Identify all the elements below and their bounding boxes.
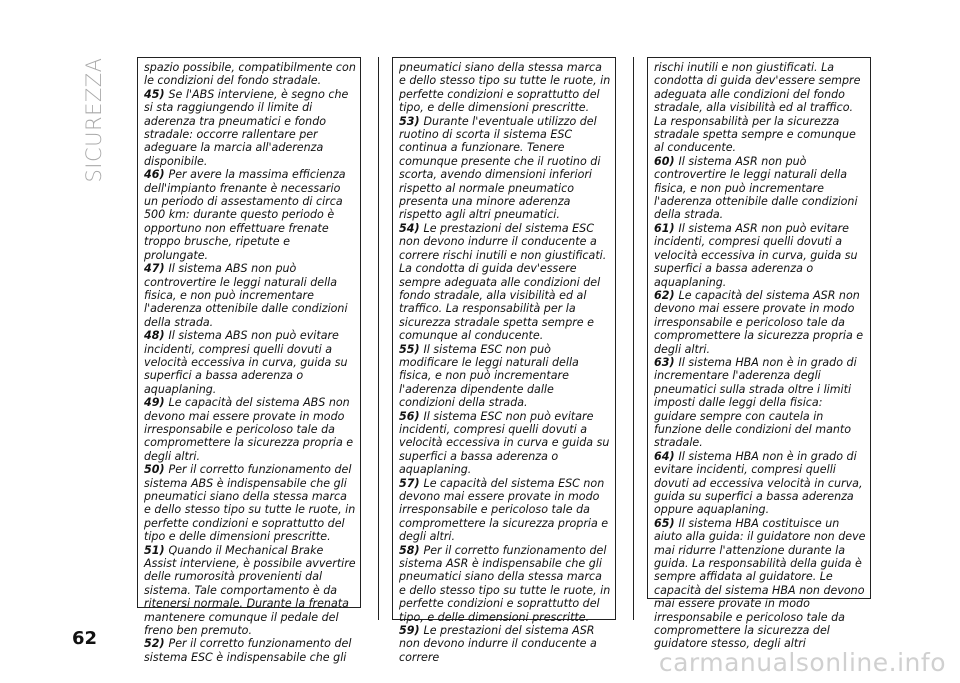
page-number: 62 <box>72 628 98 649</box>
warning-number: 56) <box>399 409 420 423</box>
warning-text: Le capacità del sistema ABS non devono mai essere provate in modo irresponsabile e pericoloso tale da compromettere la sicurezza propria e degli altri. <box>144 396 354 463</box>
warning-item <box>144 329 356 396</box>
warning-item <box>399 115 611 222</box>
continued-text: rischi inutili e non giustificati. La condotta di guida dev'essere sempre adeguata alle condizioni del fondo stradale, alla visibilità ed al traffico. La responsabilità per la sicurezza stradale spetta sempre e comunque al conducente. <box>654 61 861 155</box>
warning-item <box>144 88 356 168</box>
continued-text: spazio possibile, compatibilmente con le condizioni del fondo stradale. <box>144 61 356 88</box>
warning-text: Il sistema HBA non è in grado di evitare incidenti, compresi quelli dovuti ad eccessiva velocità in curva, guida su superfici a bassa aderenza oppure aquaplaning. <box>654 449 863 517</box>
watermark: carmanualsonline.info <box>658 648 946 677</box>
warning-text: Il sistema HBA non è in grado di incrementare l'aderenza degli pneumatici sulla strada oltre i limiti imposti dalle leggi della fisica: guidare sempre con cautela in funzione delle condizioni del manto stradale. <box>654 355 857 450</box>
warning-text: Durante l'eventuale utilizzo del ruotino di scorta il sistema ESC continua a funzionare. Tenere comunque presente che il ruotino di scorta, avendo dimensioni inferiori rispetto al normale pneumatico presenta una minore aderenza rispetto agli altri pneumatici. <box>399 114 601 222</box>
warning-text: Le capacità del sistema ASR non devono mai essere provate in modo irresponsabile e pericoloso tale da compromettere la sicurezza propria e degli altri. <box>654 288 864 356</box>
warning-item <box>399 222 611 343</box>
warning-number: 58) <box>399 543 420 557</box>
warning-text: Quando il Mechanical Brake Assist interviene, è possibile avvertire delle rumorosità provenienti dal sistema. Tale comportamento è da ritenersi normale. Durante la frenata mantenere comunque il pedale del freno ben premuto. <box>144 543 356 638</box>
warning-item <box>399 343 611 410</box>
warning-text: Il sistema ASR non può evitare incidenti, compresi quelli dovuti a velocità eccessiva in curva, guida su superfici a bassa aderenza o aquaplaning. <box>654 221 858 289</box>
warning-text: Il sistema ESC non può modificare le leggi naturali della fisica, e non può incrementare l'aderenza dipendente dalle condizioni della strada. <box>399 342 579 410</box>
warning-number: 52) <box>144 637 165 651</box>
warning-item <box>144 463 356 543</box>
warning-text: Il sistema ABS non può controvertire le leggi naturali della fisica, e non può incrementare l'aderenza ottenibile dalle condizioni della strada. <box>144 262 348 329</box>
warning-item <box>654 289 866 356</box>
column-divider <box>378 57 379 620</box>
warning-item <box>144 637 356 664</box>
warning-number: 61) <box>654 221 675 235</box>
warning-item <box>399 410 611 477</box>
warning-text: Il sistema ASR non può controvertire le leggi naturali della fisica, e non può incrementare l'aderenza ottenibile dalle condizioni della strada. <box>654 154 858 222</box>
warning-text: Per il corretto funzionamento del sistema ABS è indispensabile che gli pneumatici siano della stessa marca e dello stesso tipo su tutte le ruote, in perfette condizioni e soprattutto del tipo e delle dimensioni prescritte. <box>144 463 356 544</box>
warning-number: 57) <box>399 476 420 490</box>
column-divider <box>633 57 634 620</box>
warning-item <box>654 222 866 289</box>
warning-column-3 <box>647 57 871 651</box>
warning-number: 64) <box>654 449 675 463</box>
section-title-text: SICUREZZA <box>82 57 106 183</box>
warning-item <box>654 517 866 651</box>
warning-column-2 <box>392 57 616 664</box>
warning-text: Il sistema ESC non può evitare incidenti, compresi quelli dovuti a velocità eccessiva in curva e guida su superfici a bassa aderenza o aquaplaning. <box>399 409 610 477</box>
warning-item <box>399 544 611 624</box>
warning-item <box>144 168 356 262</box>
warning-item <box>399 624 611 664</box>
warning-item <box>144 262 356 329</box>
warning-text: Per il corretto funzionamento del sistema ESC è indispensabile che gli <box>144 637 352 664</box>
warning-text: Per avere la massima efficienza dell'impianto frenante è necessario un periodo di assestamento di circa 500 km: durante questo periodo è opportuno non effettuare frenate troppo brusche, ripetute e prolungate. <box>144 168 346 262</box>
warning-text: Il sistema HBA costituisce un aiuto alla guida: il guidatore non deve mai ridurre l'attenzione durante la guida. La responsabilità della guida è sempre affidata al guidatore. Le capacità del sistema HBA non devono mai essere provate in modo irresponsabile e pericoloso tale da compromettere la sicurezza del guidatore stesso, degli altri <box>654 516 866 651</box>
warning-number: 46) <box>144 168 165 182</box>
warning-number: 55) <box>399 342 420 356</box>
warning-number: 47) <box>144 262 165 276</box>
warning-text: Le prestazioni del sistema ASR non devono indurre il conducente a correre <box>399 624 597 664</box>
warning-item <box>654 356 866 450</box>
warning-number: 54) <box>399 221 420 235</box>
warning-number: 45) <box>144 87 165 101</box>
warning-text: Il sistema ABS non può evitare incidenti, compresi quelli dovuti a velocità eccessiva in curva, guida su superfici a bassa aderenza o aquaplaning. <box>144 329 348 396</box>
warning-item <box>144 396 356 463</box>
warning-number: 49) <box>144 396 165 410</box>
continued-text: pneumatici siano della stessa marca e dello stesso tipo su tutte le ruote, in perfette condizioni e soprattutto del tipo, e delle dimensioni prescritte. <box>399 61 611 115</box>
section-title <box>74 57 114 183</box>
warning-item <box>654 155 866 222</box>
warning-number: 59) <box>399 624 420 638</box>
warning-number: 53) <box>399 114 420 128</box>
warning-number: 60) <box>654 154 675 168</box>
warning-number: 50) <box>144 463 165 477</box>
warning-column-1 <box>137 57 361 664</box>
warning-text: Le prestazioni del sistema ESC non devono indurre il conducente a correre rischi inutili e non giustificati. La condotta di guida dev'essere sempre adeguata alle condizioni del fondo stradale, alla visibilità ed al traffico. La responsabilità per la sicurezza stradale spetta sempre e comunque al conducente. <box>399 221 607 343</box>
warning-number: 62) <box>654 288 675 302</box>
warning-text: Le capacità del sistema ESC non devono mai essere provate in modo irresponsabile e pericoloso tale da compromettere la sicurezza propria e degli altri. <box>399 476 609 544</box>
warning-number: 51) <box>144 543 165 557</box>
warning-item <box>654 450 866 517</box>
warning-item <box>144 544 356 638</box>
warning-number: 63) <box>654 355 675 369</box>
warning-item <box>399 477 611 544</box>
warning-text: Se l'ABS interviene, è segno che si sta raggiungendo il limite di aderenza tra pneumatici e fondo stradale: occorre rallentare per adeguare la marcia all'aderenza disponibile. <box>144 87 349 168</box>
warning-text: Per il corretto funzionamento del sistema ASR è indispensabile che gli pneumatici siano della stessa marca e dello stesso tipo su tutte le ruote, in perfette condizioni e soprattutto del tipo, e delle dimensioni prescritte. <box>399 543 611 624</box>
warning-number: 48) <box>144 329 165 343</box>
warning-number: 65) <box>654 516 675 530</box>
